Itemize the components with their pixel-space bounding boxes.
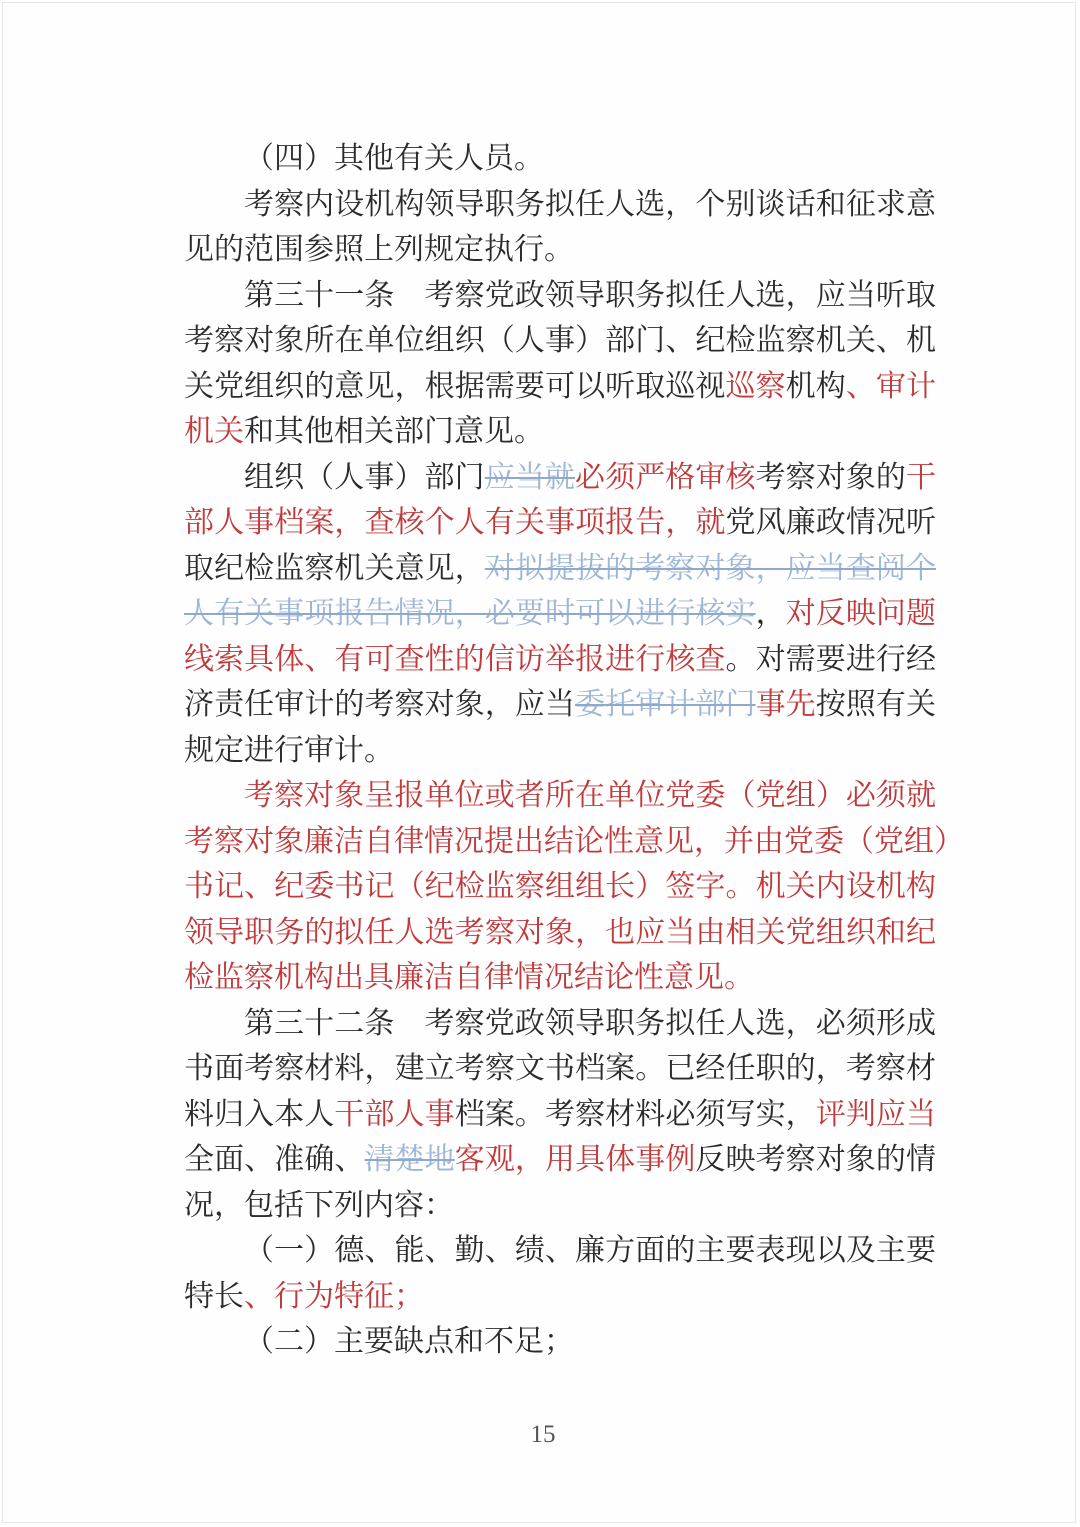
text-line [184,500,936,546]
inserted-text: 书记、纪委书记（纪检监察组组长）签字。机关内设机构 [184,869,936,904]
text-line [184,1046,936,1092]
body-text: ， [755,596,786,631]
text-line [184,728,936,774]
inserted-text: 干部人事 [334,1096,455,1132]
text-line [184,955,936,1001]
body-text: 考察对象所在单位组织（人事）部门、纪检监察机关、机 [184,323,936,358]
inserted-text: 事先 [755,687,816,722]
body-text: 第三十二条 考察党政领导职务拟任人选，必须形成 [244,1005,936,1041]
text-line [184,318,936,364]
body-text: 料归入本人 [184,1096,335,1132]
body-text: 和其他相关部门意见。 [244,414,544,449]
body-text: 见的范围参照上列规定执行。 [184,232,574,267]
inserted-text: 对反映问题 [785,596,937,631]
page-number: 15 [530,1421,556,1448]
deleted-text: 委托审计部门 [575,687,756,722]
text-line [184,1319,936,1365]
text-line [184,591,936,637]
body-text: 档案。考察材料必须写实， [454,1096,816,1132]
deleted-text: 人有关事项报告情况，必要时可以进行核实 [184,596,756,631]
text-line [184,682,936,728]
text-line [184,637,936,683]
text-line [184,1137,936,1183]
body-text: 考察内设机构领导职务拟任人选，个别谈话和征求意 [244,186,936,222]
body-text: 全面、准确、 [184,1142,365,1177]
text-line [184,819,964,865]
deleted-text: 应当就 [484,459,576,495]
text-line [184,864,936,910]
text-line [184,364,936,410]
inserted-text: 客观，用具体事例 [454,1142,696,1177]
text-line [184,546,936,592]
body-text: 第三十一条 考察党政领导职务拟任人选，应当听取 [244,277,936,313]
text-line [184,1228,936,1274]
inserted-text: 干 [906,459,937,495]
text-line [184,1183,936,1229]
body-text: 组织（人事）部门 [244,459,485,495]
body-text: 济责任审计的考察对象，应当 [184,687,576,722]
text-line [184,136,936,182]
text-line [184,773,936,819]
inserted-text: 领导职务的拟任人选考察对象，也应当由相关党组织和纪 [184,914,936,950]
inserted-text: 线索具体、有可查性的信访举报进行核查 [184,641,726,677]
text-line [184,455,936,501]
inserted-text: 考察对象廉洁自律情况提出结论性意见，并由党委（党组） [184,823,964,859]
body-text: 规定进行审计。 [184,732,394,768]
body-text: （四）其他有关人员。 [244,141,544,176]
inserted-text: 必须严格审核 [575,459,756,495]
inserted-text: 检监察机构出具廉洁自律情况结论性意见。 [184,960,754,995]
inserted-text: 、行为特征； [244,1278,424,1314]
body-text: 书面考察材料，建立考察文书档案。已经任职的，考察材 [184,1051,936,1086]
text-line [184,227,936,273]
body-text: 关党组织的意见，根据需要可以听取巡视 [184,368,726,404]
text-line [184,1001,936,1047]
inserted-text: 机关 [184,414,244,449]
inserted-text: 部人事档案，查核个人有关事项报告，就 [184,505,726,540]
body-text: 。对需要进行经 [725,641,936,677]
text-line [184,1274,936,1320]
text-line [184,409,936,455]
body-text: 特长 [184,1278,244,1314]
deleted-text: 对拟提拔的考察对象，应当查阅个 [484,550,937,586]
body-text: （一）德、能、勤、绩、廉方面的主要表现以及主要 [244,1233,936,1268]
document-page [2,2,1076,1523]
document-body [184,136,964,1365]
text-line [184,910,936,956]
body-text: 考察对象的 [755,459,907,495]
body-text: 况，包括下列内容： [184,1187,454,1223]
body-text: 按照有关 [815,687,937,722]
deleted-text: 清楚地 [364,1142,455,1177]
body-text: 机构 [785,368,846,404]
inserted-text: 考察对象呈报单位或者所在单位党委（党组）必须就 [244,778,936,813]
inserted-text: 评判应当 [815,1096,937,1132]
text-line [184,273,936,319]
inserted-text: 、审计 [845,368,937,404]
text-line [184,182,936,228]
body-text: （二）主要缺点和不足； [244,1324,574,1359]
text-line [184,1092,936,1138]
body-text: 取纪检监察机关意见， [184,550,485,586]
inserted-text: 巡察 [725,368,786,404]
body-text: 党风廉政情况听 [725,505,936,540]
body-text: 反映考察对象的情 [695,1142,937,1177]
